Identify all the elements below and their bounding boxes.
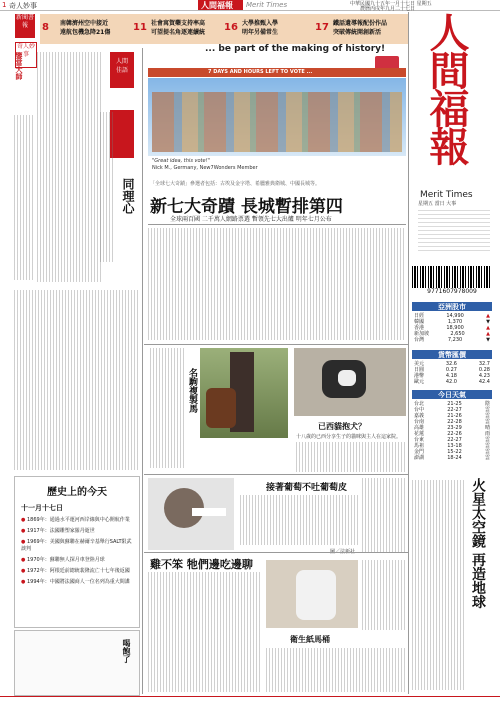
photo-credit: Nick M., Germany, New7Wonders Member xyxy=(152,165,258,171)
main-masthead: 人間福報 Merit Times xyxy=(420,12,473,200)
main-headline: 新七大奇蹟 長城暫排第四 xyxy=(150,197,343,217)
main-kicker: 「全球七大奇蹟」參選者包括：古埃及金字塔、希臘雅典衛城、中國長城等。 xyxy=(150,181,321,187)
list-item: ● 1994年：中國將法國商人一位名列為重大間諜 xyxy=(21,579,130,585)
table-row: 韓國 1,370 ▼ xyxy=(414,319,490,325)
feature-four-text xyxy=(148,572,260,692)
side-text xyxy=(362,478,406,552)
list-item: ● 1969年：美國與蘇聯在赫爾辛基舉行SALT限武談判 xyxy=(21,539,132,552)
feature-four-title: 衛生紙馬桶 xyxy=(290,635,330,644)
market-table xyxy=(414,313,490,343)
main-story-text xyxy=(148,228,406,340)
table-row: 美元 32.6 32.7 xyxy=(414,361,490,367)
side-story-text xyxy=(14,290,138,470)
table-row: 高雄 23-29 晴 xyxy=(414,425,490,431)
table-row: 台東 22-27 雲 xyxy=(414,437,490,443)
teaser-item[interactable]: 16 大學推甄入學 明年另備常生 xyxy=(224,20,279,36)
list-item: ● 1917年：法國雕塑家羅丹逝世 xyxy=(21,528,95,534)
right-side-headline: 火星太空鏡 再造地球 xyxy=(470,478,486,609)
table-row: 新加坡 2,650 ▲ xyxy=(414,331,490,337)
weather-title: 今日天氣 xyxy=(412,390,492,399)
masthead-small-en: Merit Times xyxy=(246,1,288,9)
history-box xyxy=(14,476,140,628)
fx-title: 貨幣匯價 xyxy=(412,350,492,359)
fx-table xyxy=(414,361,490,385)
table-row: 嘉義 21-26 雲 xyxy=(414,413,490,419)
date-line: 中華民國九十五年一月十七日 星期五 xyxy=(350,1,432,7)
table-row: 台灣 7,230 ▼ xyxy=(414,337,490,343)
left-column-text xyxy=(37,52,103,282)
side-text-2 xyxy=(362,560,406,630)
banner-bar: 7 DAYS AND HOURS LEFT TO VOTE ... xyxy=(148,68,406,77)
photo-caption: "Great idea, this vote!" xyxy=(152,158,210,164)
feature-one-text xyxy=(150,348,184,468)
list-item: ● 1972年：阿根廷前總統裴隆流亡十七年後返國 xyxy=(21,568,130,574)
table-row: 台中 22-27 雲 xyxy=(414,407,490,413)
feature-three-title: 接著葡萄不吐葡萄皮 xyxy=(266,483,348,493)
table-row: 馬祖 13-18 雲 xyxy=(414,443,490,449)
teaser-item[interactable]: 8 南韓濟州空中接近 遠航包機急降21傷 xyxy=(42,20,111,36)
feature-two-text xyxy=(296,442,406,472)
banner-slogan: ... be part of the making of history! xyxy=(205,44,386,54)
masthead-small: 人間福報 xyxy=(198,0,243,10)
column-title: 同理心 xyxy=(121,178,135,214)
page-number-marker: 1 xyxy=(2,1,7,9)
table-row: 台南 22-28 雲 xyxy=(414,419,490,425)
drawing-title: 喝飽了 xyxy=(122,639,131,663)
teaser-item[interactable]: 17 鐵話遺導報配份作品 突破傳統開創新活 xyxy=(315,20,388,36)
teaser-item[interactable]: 11 社會寓賀藥支持率高 可望提名角逐連續統 xyxy=(133,20,206,36)
horse-photo xyxy=(200,348,288,438)
table-row: 日經 14,990 ▲ xyxy=(414,313,490,319)
page-label: 奇人妙事 xyxy=(9,2,37,10)
list-item: ● 1869年：通過水平運河西岸線與中心開航作業 xyxy=(21,517,130,523)
column-text xyxy=(100,112,114,262)
section-tag-oddities[interactable]: 奇人妙事 xyxy=(15,42,37,68)
table-row: 花蓮 22-26 雨 xyxy=(414,431,490,437)
masthead-en: Merit Times xyxy=(420,190,473,200)
right-side-story-text xyxy=(412,480,464,690)
table-row: 台北 21-25 陰 xyxy=(414,401,490,407)
section-tag-news[interactable]: 新聞書報 xyxy=(15,14,35,38)
market-title: 亞洲股市 xyxy=(412,302,492,311)
history-date: 十一月十七日 xyxy=(21,504,63,512)
left-column-story: 鑒當大師 xyxy=(15,52,23,80)
drawing-box xyxy=(14,630,140,696)
tag-box: 人間 佳語 xyxy=(110,52,134,88)
feature-two-title: 已西貓抱犬？ xyxy=(318,422,366,431)
table-row: 金門 15-22 雲 xyxy=(414,449,490,455)
table-row: 香港 18,900 ▲ xyxy=(414,325,490,331)
feature-four-body xyxy=(266,648,406,692)
grapes-photo xyxy=(148,478,234,550)
feature-one-title: 名駒複製馬 xyxy=(187,368,197,413)
table-row: 歐元 42.0 42.4 xyxy=(414,379,490,385)
table-row: 澎湖 18-24 雲 xyxy=(414,455,490,461)
list-item: ● 1970年：蘇聯無人探月車登陸月球 xyxy=(21,557,105,563)
teaser-bar xyxy=(40,14,408,44)
cat-photo xyxy=(294,348,406,416)
table-row: 日圓 0.27 0.28 xyxy=(414,367,490,373)
feature-two-body: 十八歲的已西分享生子的貓咪與主人在這家院。 xyxy=(296,434,402,440)
wonders-photo-strip xyxy=(148,78,406,156)
weather-table xyxy=(414,401,490,461)
barcode: 9771607978009 xyxy=(412,266,492,296)
history-list xyxy=(21,517,135,586)
feature-three-text xyxy=(240,495,360,545)
history-title: 歷史上的今天 xyxy=(47,487,107,498)
left-column-text xyxy=(14,115,34,280)
table-row: 港幣 4.18 4.23 xyxy=(414,373,490,379)
page-label-bar xyxy=(0,0,500,11)
masthead-info: 星期五 當日 大事 xyxy=(418,200,490,251)
feature-four-headline: 雞不笨 牠們邊吃邊聊 xyxy=(150,558,253,571)
main-subhead: 全球兩百國 二千萬人網路票選 暫領先七大出爐 明年七月公布 xyxy=(170,216,332,223)
lunar-date: 農曆丙戌年九月二十七日 xyxy=(360,6,416,12)
toilet-photo xyxy=(266,560,358,628)
